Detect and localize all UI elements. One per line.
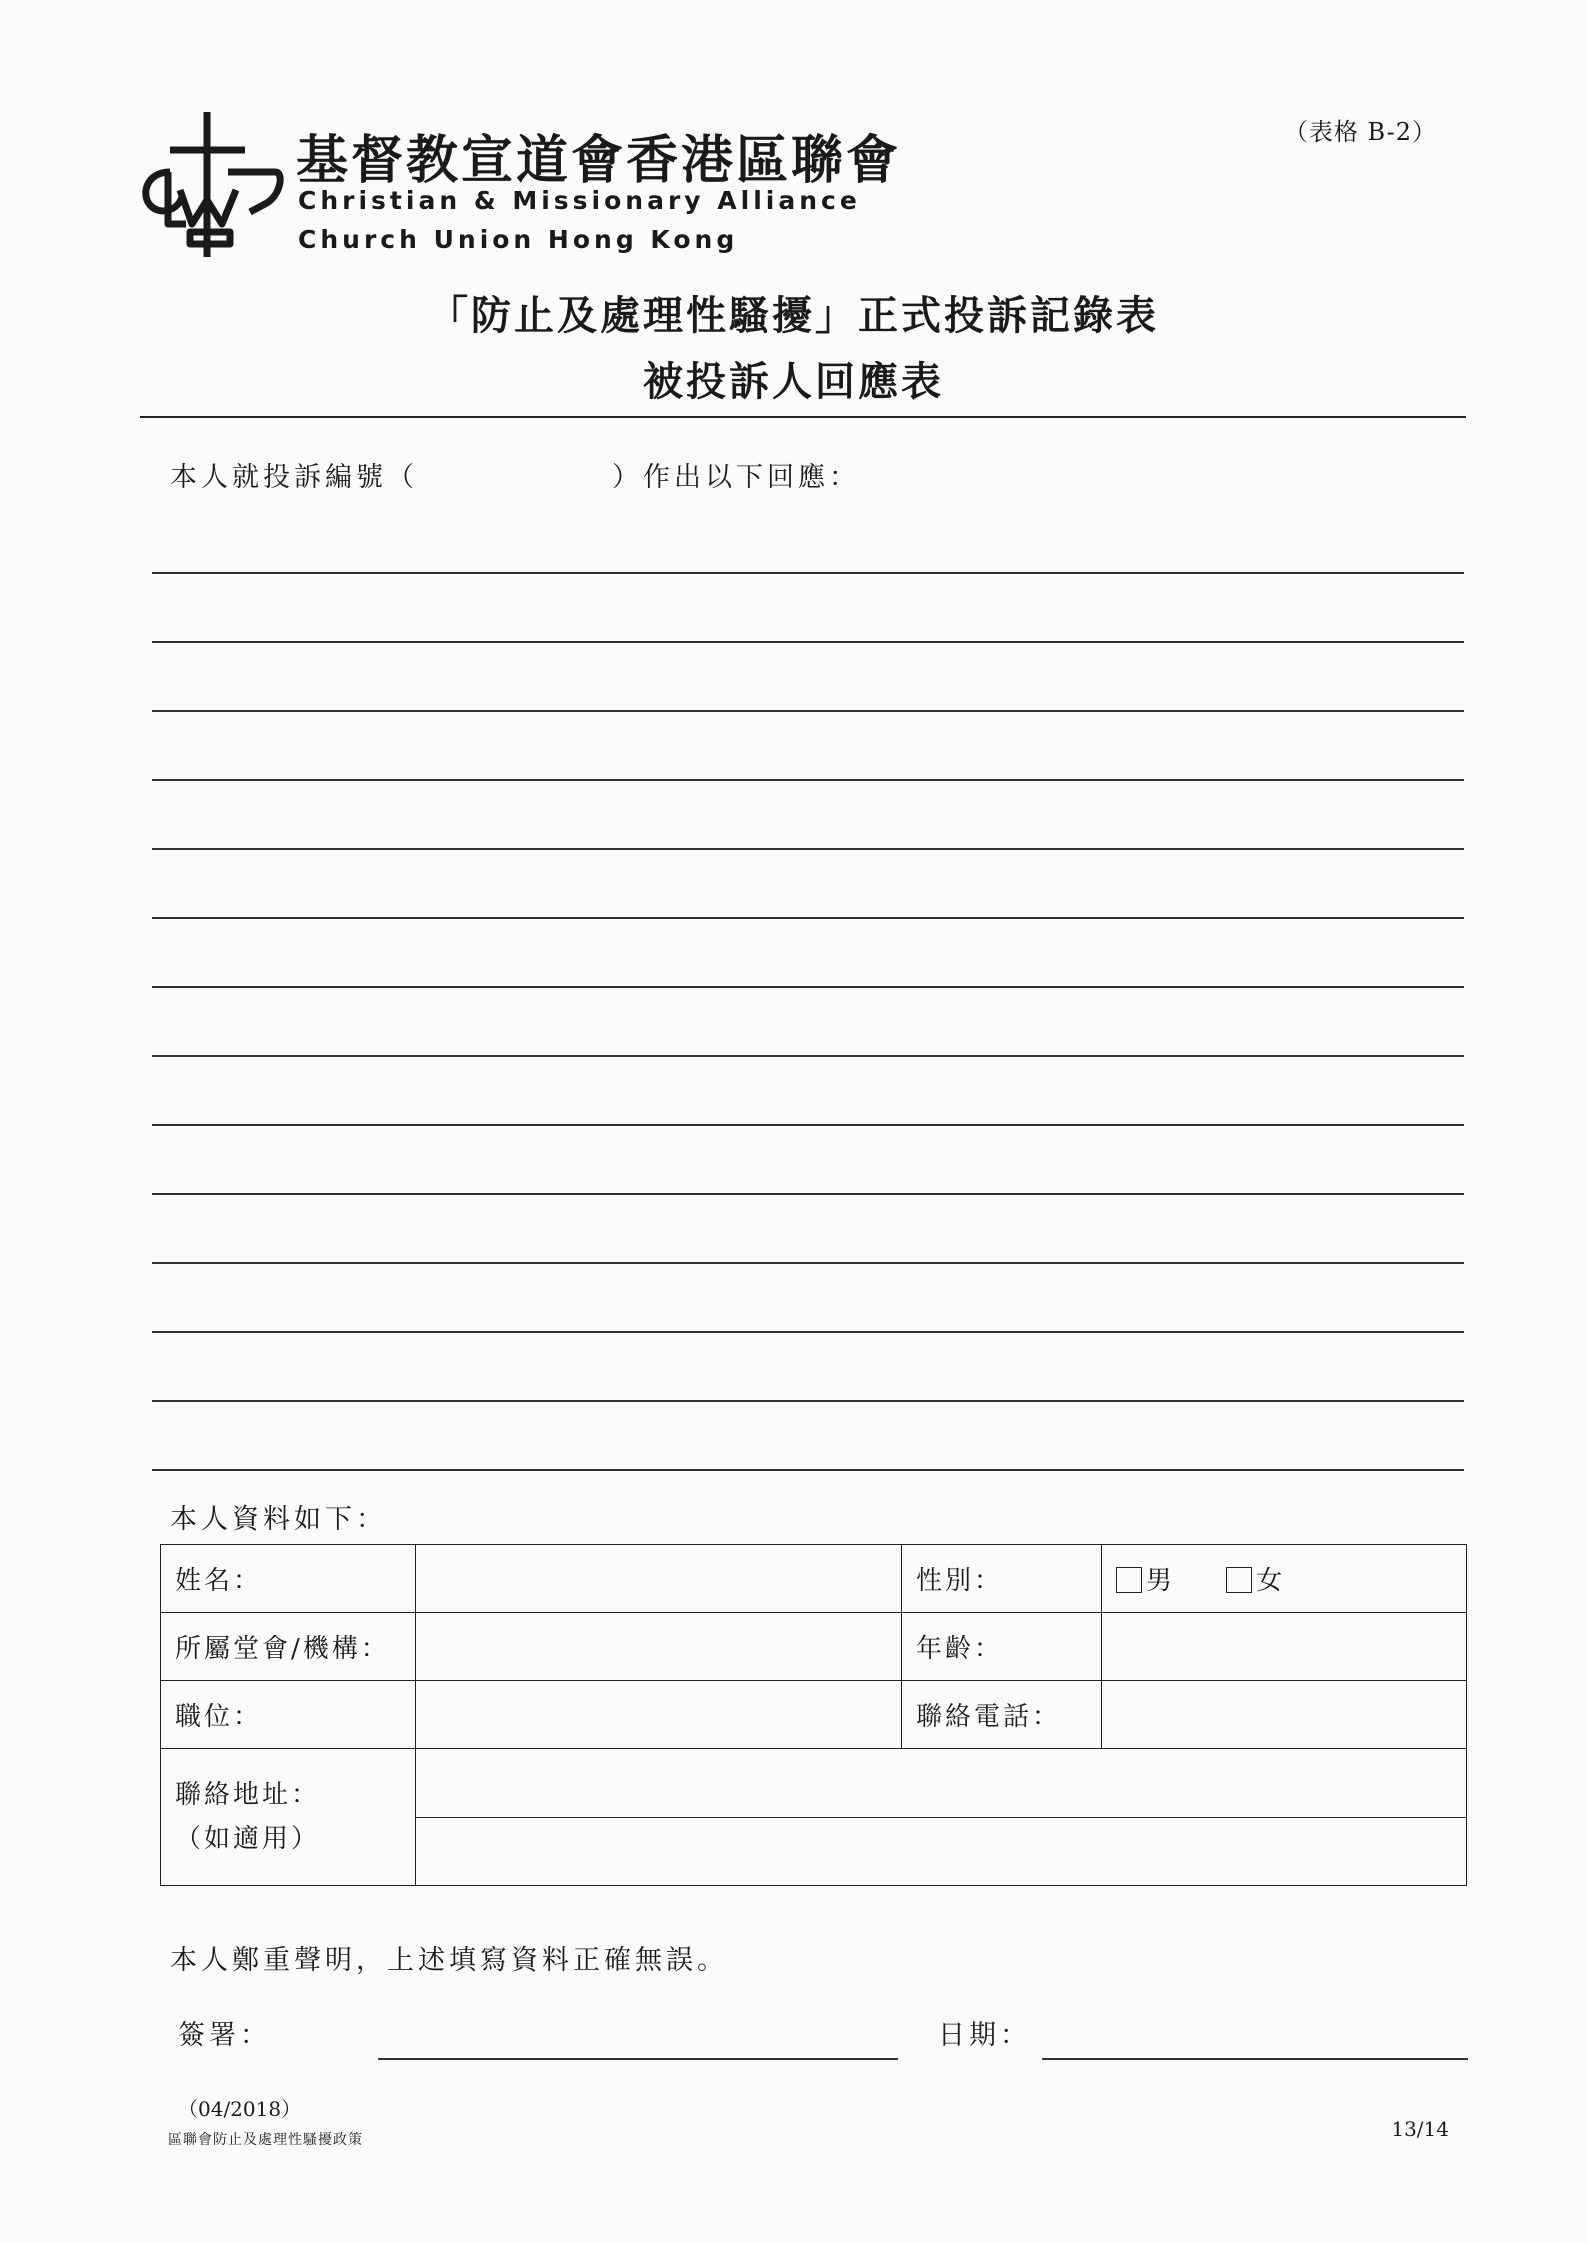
response-line[interactable] [152, 779, 1464, 781]
position-field[interactable] [416, 1681, 902, 1749]
signature-label: 簽署： [178, 2020, 271, 2051]
footer-document-name: 區聯會防止及處理性騷擾政策 [168, 2132, 363, 2148]
response-line[interactable] [152, 1469, 1464, 1471]
table-row [161, 1681, 1467, 1749]
title-divider [140, 416, 1466, 418]
response-line[interactable] [152, 1124, 1464, 1126]
response-line[interactable] [152, 572, 1464, 574]
address-label [161, 1749, 416, 1886]
church-label: 所屬堂會/機構： [161, 1613, 416, 1681]
form-title: 「防止及處理性騷擾」正式投訴記錄表 [428, 292, 1159, 339]
signature-field[interactable] [378, 2058, 898, 2060]
org-name-chinese: 基督教宣道會香港區聯會 [296, 130, 902, 191]
personal-info-heading: 本人資料如下： [170, 1504, 387, 1535]
table-row [161, 1749, 1467, 1886]
address-label-line2: （如適用） [175, 1824, 321, 1854]
response-line[interactable] [152, 641, 1464, 643]
age-field[interactable] [1102, 1613, 1467, 1681]
table-row [161, 1613, 1467, 1681]
gender-label: 性別： [902, 1545, 1102, 1613]
phone-label: 聯絡電話： [902, 1681, 1102, 1749]
form-code: （表格 B-2） [1283, 118, 1437, 146]
address-line-2[interactable] [416, 1817, 1466, 1886]
address-field [416, 1749, 1467, 1886]
response-line[interactable] [152, 917, 1464, 919]
gender-option-male[interactable]: 男 [1116, 1566, 1175, 1596]
response-line[interactable] [152, 848, 1464, 850]
page-number: 13/14 [1391, 2117, 1449, 2141]
declaration-text: 本人鄭重聲明，上述填寫資料正確無誤。 [170, 1945, 728, 1976]
table-row [161, 1545, 1467, 1613]
male-checkbox[interactable] [1116, 1567, 1142, 1593]
response-line[interactable] [152, 1193, 1464, 1195]
age-label: 年齡： [902, 1613, 1102, 1681]
response-intro-prefix: 本人就投訴編號（ [170, 462, 418, 493]
response-line[interactable] [152, 1400, 1464, 1402]
complaint-number-field[interactable] [428, 448, 618, 488]
address-line-1[interactable] [416, 1749, 1466, 1817]
date-label: 日期： [938, 2020, 1031, 2051]
logo-left-handle [146, 172, 182, 211]
name-field[interactable] [416, 1545, 902, 1613]
name-label: 姓名： [161, 1545, 416, 1613]
church-field[interactable] [416, 1613, 902, 1681]
footer-version-date: （04/2018） [178, 2097, 302, 2121]
org-name-english-line1: Christian & Missionary Alliance [298, 186, 861, 215]
date-field[interactable] [1042, 2058, 1468, 2060]
form-subtitle: 被投訴人回應表 [643, 358, 944, 405]
response-line[interactable] [152, 1262, 1464, 1264]
gender-options [1102, 1545, 1467, 1613]
org-name-english-line2: Church Union Hong Kong [298, 225, 739, 254]
address-label-line1: 聯絡地址： [175, 1780, 321, 1810]
organization-logo [140, 112, 290, 257]
position-label: 職位： [161, 1681, 416, 1749]
female-checkbox[interactable] [1226, 1567, 1252, 1593]
phone-field[interactable] [1102, 1681, 1467, 1749]
response-line[interactable] [152, 1331, 1464, 1333]
response-line[interactable] [152, 986, 1464, 988]
personal-info-table [160, 1544, 1467, 1886]
response-line[interactable] [152, 1055, 1464, 1057]
gender-option-female[interactable]: 女 [1226, 1566, 1285, 1596]
response-intro-suffix: ）作出以下回應： [612, 462, 860, 493]
response-line[interactable] [152, 710, 1464, 712]
